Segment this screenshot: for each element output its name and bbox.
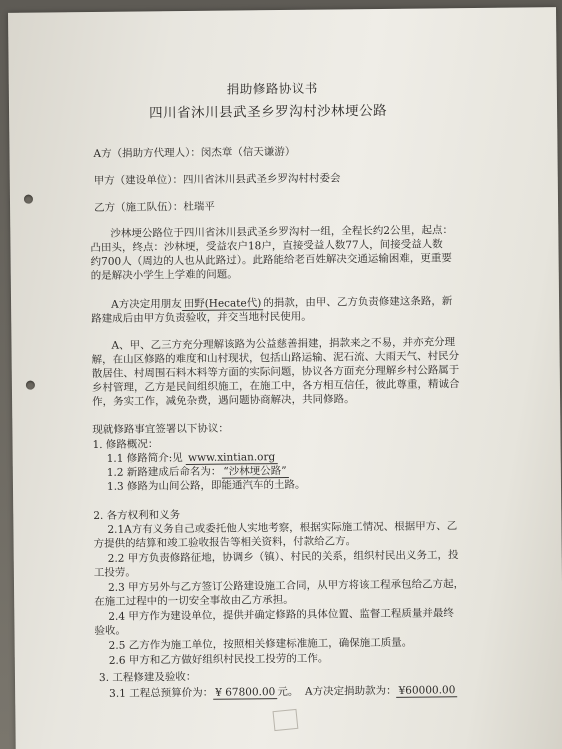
intro-line: 凸田头，终点：沙林埂，受益农户18户，直接受益人数77人，间接受益人数 bbox=[90, 238, 443, 255]
intro-line: 约700人（周边的人也从此路过）。此路能给老百姓解决交通运输困难，更重要 bbox=[90, 252, 452, 269]
donation-value: ¥60000.00 bbox=[397, 684, 458, 698]
section2-heading: 2. 各方权利和义务 bbox=[93, 509, 181, 523]
punch-hole bbox=[24, 195, 33, 204]
section3-budget-line: 3.1 工程总预算价为： ¥ 67800.00 元。 A方决定捐助款为： ¥60000.00 bbox=[109, 684, 457, 701]
section2-item: 2.6 甲方和乙方做好组织村民投工投劳的工作。 bbox=[108, 652, 329, 667]
section2-item: 2.4 甲方作为建设单位，提供并确定修路的具体位置、监督工程质量并最终 bbox=[108, 607, 454, 623]
intro-line: 的是解决小学生上学难的问题。 bbox=[90, 268, 238, 283]
budget-value: ¥ 67800.00 bbox=[213, 686, 277, 700]
donation-text: A方决定用朋友 bbox=[111, 298, 182, 311]
section2-item-cont: 方提供的结算和竣工验收报告等相关资料，付款给乙方。 bbox=[93, 535, 357, 551]
party-yi-constructor: 乙方（施工队伍）：杜瑞平 bbox=[94, 200, 215, 214]
donation-line-2: 路建成后由甲方负责验收，并交当地村民使用。 bbox=[91, 310, 312, 326]
agreement-document bbox=[8, 7, 562, 749]
party-a-representative: A方（捐助方代理人）：闵杰章（信天谦游） bbox=[93, 145, 296, 160]
section1-item: 1.3 修路为山间公路，即能通汽车的土路。 bbox=[106, 478, 306, 493]
document-subtitle: 四川省沐川县武圣乡罗沟村沙林埂公路 bbox=[148, 102, 388, 122]
section2-item: 2.1A方有义务自己或委托他人实地考察，根据实际施工情况、根据甲方、乙 bbox=[107, 520, 458, 536]
faint-mark bbox=[273, 709, 299, 731]
section3-heading: 3. 工程修建及验收： bbox=[98, 670, 197, 684]
document-title: 捐助修路协议书 bbox=[226, 80, 318, 97]
intro-line: 沙林埂公路位于四川省沐川县武圣乡罗沟村一组，全程长约2公里，起点： bbox=[110, 224, 454, 240]
donation-text: 的捐款，由甲、乙方负责修建这条路，新 bbox=[263, 295, 453, 310]
cooperation-line: 散居住、村周围石料木料等方面的实际问题，协议各方面充分理解乡村公路属于 bbox=[91, 364, 460, 381]
website-link[interactable]: www.xintian.org bbox=[186, 451, 277, 465]
donation-line-1 bbox=[111, 295, 452, 312]
punch-hole bbox=[26, 381, 35, 390]
section1-item: 1.2 新路建成后命名为： “沙林埂公路” bbox=[107, 465, 289, 480]
section2-item-cont: 在施工过程中的一切安全事故由乙方承担。 bbox=[94, 593, 294, 608]
party-jia-builder: 甲方（建设单位）：四川省沐川县武圣乡罗沟村村委会 bbox=[93, 172, 341, 187]
cooperation-line: 解，在山区修路的难度和山村现状，包括山路运输、泥石流、大雨天气、村民分 bbox=[91, 350, 460, 367]
friend-name: 田野(Hecate代) bbox=[182, 297, 264, 311]
cooperation-line: 作，务实工作，减免杂费，遇问题协商解决，共同修路。 bbox=[92, 393, 355, 409]
section1-heading: 1. 修路概况： bbox=[92, 438, 159, 452]
cooperation-line: 乡村管理，乙方是民间组织施工，在施工中，各方相互信任，彼此尊重，精诚合 bbox=[91, 378, 460, 395]
cooperation-line: A、甲、乙三方充分理解该路为公益慈善捐建，捐款来之不易，并亦充分理 bbox=[111, 336, 456, 352]
section2-item: 2.2 甲方负责修路征地，协调乡（镇）、村民的关系，组织村民出义务工，投 bbox=[107, 549, 459, 565]
section2-item: 2.5 乙方作为施工单位，按照相关修建标准施工，确保施工质量。 bbox=[108, 636, 413, 652]
section2-item-cont: 工投劳。 bbox=[93, 566, 136, 580]
section2-item: 2.3 甲方另外与乙方签订公路建设施工合同，从甲方将该工程承包给乙方起， bbox=[107, 578, 465, 594]
section2-item-cont: 验收。 bbox=[94, 624, 127, 637]
road-name: “沙林埂公路” bbox=[221, 465, 288, 479]
agreement-intro: 现就修路事宜签署以下协议： bbox=[92, 422, 229, 437]
section1-item: 1.1 修路简介:见 www.xintian.org bbox=[107, 451, 278, 466]
